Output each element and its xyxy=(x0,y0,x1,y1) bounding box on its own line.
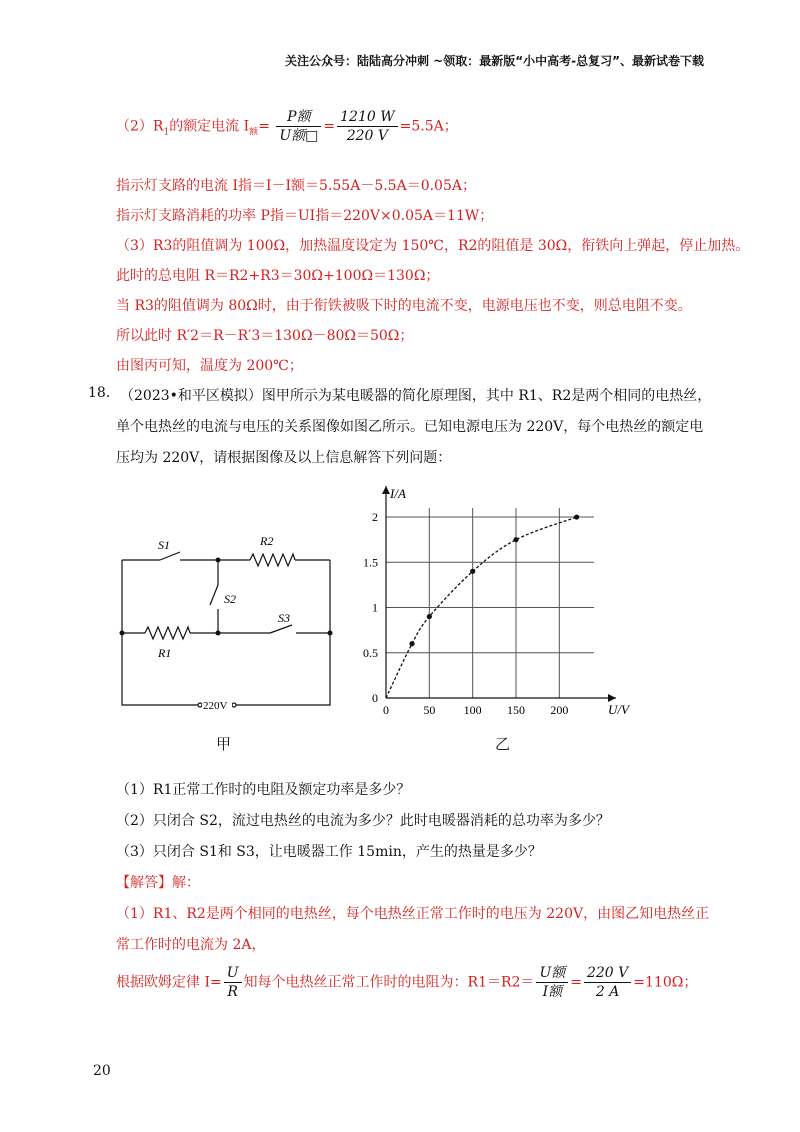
x-axis-label: U/V xyxy=(608,702,629,717)
answer-line: 常工作时的电流为 2A， xyxy=(116,937,266,953)
y-tick-label: 1 xyxy=(372,600,378,615)
chart-caption: 乙 xyxy=(495,735,511,753)
question-text: 单个电热丝的电流与电压的关系图像如图乙所示。已知电源电压为 220V，每个电热丝的额定电 xyxy=(116,419,704,435)
circuit-caption: 甲 xyxy=(216,735,232,753)
fraction-values: $\frac{1210 W}{220 V}$ xyxy=(337,108,397,145)
x-tick-label: 100 xyxy=(463,703,482,717)
question-text: （2023•和平区模拟）图甲所示为某电暖器的简化原理图，其中 R1、R2是两个相同的电热丝， xyxy=(120,388,712,404)
sub-question-2: （2）只闭合 S2，流过电热丝的电流为多少？此时电暖器消耗的总功率为多少？ xyxy=(116,813,610,829)
fraction-220-over-2: $\frac{220 V}{2 A}$ xyxy=(584,964,631,1001)
label-r2: R2 xyxy=(260,534,274,548)
junction-dot xyxy=(328,631,333,636)
page-number: 20 xyxy=(93,1063,111,1079)
circuit-diagram xyxy=(110,525,350,715)
junction-dot xyxy=(216,558,221,563)
switch-s2 xyxy=(210,585,218,605)
question-number: 18. xyxy=(88,385,111,401)
data-point xyxy=(427,614,432,619)
solution-line: 此时的总电阻 R＝R2+R3＝30Ω+100Ω＝130Ω； xyxy=(116,268,440,284)
switch-s1 xyxy=(160,552,180,560)
question-text: 压均为 220V，请根据图像及以上信息解答下列问题： xyxy=(116,450,452,466)
label-source: 220V xyxy=(203,700,228,712)
y-tick-label: 1.5 xyxy=(363,555,378,570)
switch-s3 xyxy=(270,625,292,633)
y-tick-label: 0 xyxy=(372,691,378,705)
solution-line-power: $(2)R_1$的额定电流 $I_额=$ $\frac{\text{P额}}{\text{U额□}}$ = $\frac{1210 W}{220 V}$ =5.5A； xyxy=(116,109,458,144)
fraction-p-over-u: $\frac{\text{P额}}{\text{U额□}}$ xyxy=(276,108,321,145)
solution-line: 由图丙可知，温度为 200℃； xyxy=(116,358,303,374)
x-tick-label: 50 xyxy=(423,703,436,717)
y-tick-label: 2 xyxy=(372,510,378,525)
y-axis-arrow xyxy=(382,486,390,494)
label-r1: R1 xyxy=(158,646,172,660)
solution-line: 当 R3的阻值调为 80Ω时，由于衔铁被吸下时的电流不变，电源电压也不变，则总电阻不变。 xyxy=(116,298,692,314)
solution-line: （3）R3的阻值调为 100Ω，加热温度设定为 150℃，R2的阻值是 30Ω，衔铁向上弹起，停止加热。 xyxy=(116,238,750,254)
y-axis-label: I/A xyxy=(390,486,406,501)
solution-line: 所以此时 R′2＝R－R′3＝130Ω－80Ω＝50Ω； xyxy=(116,328,414,344)
x-tick-label: 200 xyxy=(550,703,569,717)
x-tick-label: 150 xyxy=(507,703,525,717)
label-s2: S2 xyxy=(224,592,236,606)
label-s1: S1 xyxy=(158,538,170,552)
junction-dot xyxy=(216,631,221,636)
iu-chart xyxy=(350,470,650,720)
answer-tag: 【解答】解： xyxy=(116,875,200,891)
data-point xyxy=(470,569,475,574)
x-tick-label: 0 xyxy=(383,703,389,717)
data-point xyxy=(513,537,518,542)
sub-question-1: （1）R1正常工作时的电阻及额定功率是多少？ xyxy=(116,782,411,798)
sub-question-3: （3）只闭合 S1和 S3，让电暖器工作 15min，产生的热量是多少？ xyxy=(116,844,542,860)
data-point xyxy=(409,641,414,646)
solution-line: 指示灯支路的电流 I指＝I－I额＝5.55A－5.5A＝0.05A； xyxy=(116,178,476,194)
data-point xyxy=(574,514,579,519)
source-terminal xyxy=(198,703,202,707)
answer-formula-line: 根据欧姆定律 I= $\frac{U}{R}$ 知每个电热丝正常工作时的电阻为：R1＝R2＝ $\frac{\text{U额}}{\text{I额}}$ = $\frac{220 V}{2 A}$ =110Ω； xyxy=(116,965,698,1000)
solution-line: 指示灯支路消耗的功率 P指＝UI指＝220V×0.05A＝11W； xyxy=(116,208,494,224)
x-axis-arrow xyxy=(608,694,616,702)
resistor-r2 xyxy=(250,554,295,566)
answer-line: （1）R1、R2是两个相同的电热丝，每个电热丝正常工作时的电压为 220V，由图乙知电热丝正 xyxy=(116,906,710,922)
fraction-u-over-r: $\frac{U}{R}$ xyxy=(224,964,242,1001)
page-header: 关注公众号：陆陆高分冲刺 ~领取：最新版“小中高考-总复习”、最新试卷下载 xyxy=(285,54,704,68)
y-tick-label: 0.5 xyxy=(363,645,378,660)
label-s3: S3 xyxy=(278,611,290,625)
resistor-r1 xyxy=(145,627,190,639)
source-terminal xyxy=(232,703,236,707)
fraction-ue-over-ie: $\frac{\text{U额}}{\text{I额}}$ xyxy=(536,964,568,1001)
junction-dot xyxy=(120,631,125,636)
